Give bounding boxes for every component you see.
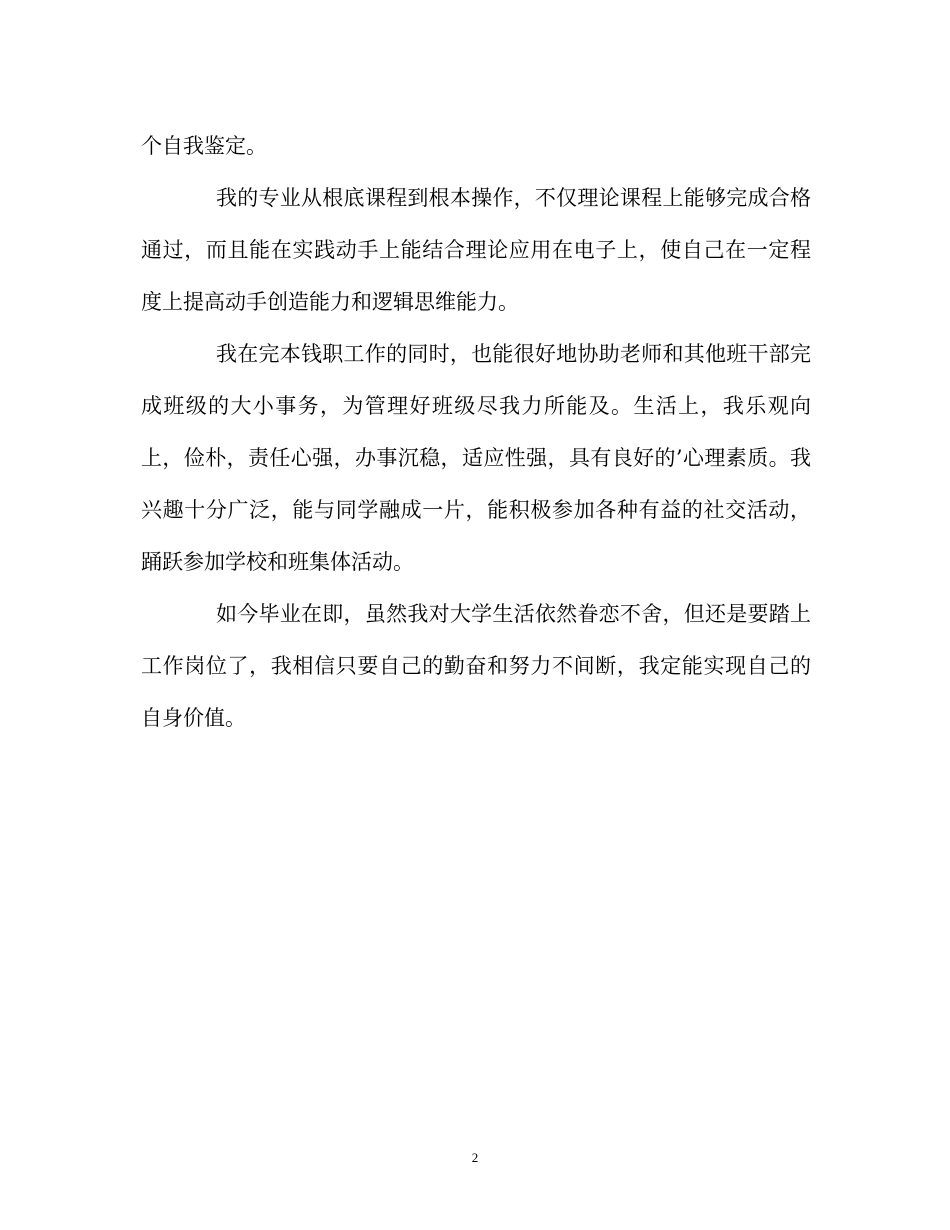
page-number: 2	[471, 1150, 479, 1165]
paragraph-work-life: 我在完本钱职工作的同时，也能很好地协助老师和其他班干部完成班级的大小事务，为管理好班级尽我力所能及。生活上，我乐观向上，俭朴，责任心强，办事沉稳，适应性强，具有良好的’心理素质。我兴趣十分广泛，能与同学融成一片，能积极参加各种有益的社交活动，踊跃参加学校和班集体活动。	[141, 342, 811, 574]
document-body	[141, 120, 811, 744]
paragraph-graduation: 如今毕业在即，虽然我对大学生活依然眷恋不舍，但还是要踏上工作岗位了，我相信只要自己的勤奋和努力不间断，我定能实现自己的自身价值。	[141, 602, 811, 730]
paragraph-continuation: 个自我鉴定。	[141, 134, 267, 158]
paragraph-major: 我的专业从根底课程到根本操作，不仅理论课程上能够完成合格通过，而且能在实践动手上能结合理论应用在电子上，使自己在一定程度上提高动手创造能力和逻辑思维能力。	[141, 186, 811, 314]
